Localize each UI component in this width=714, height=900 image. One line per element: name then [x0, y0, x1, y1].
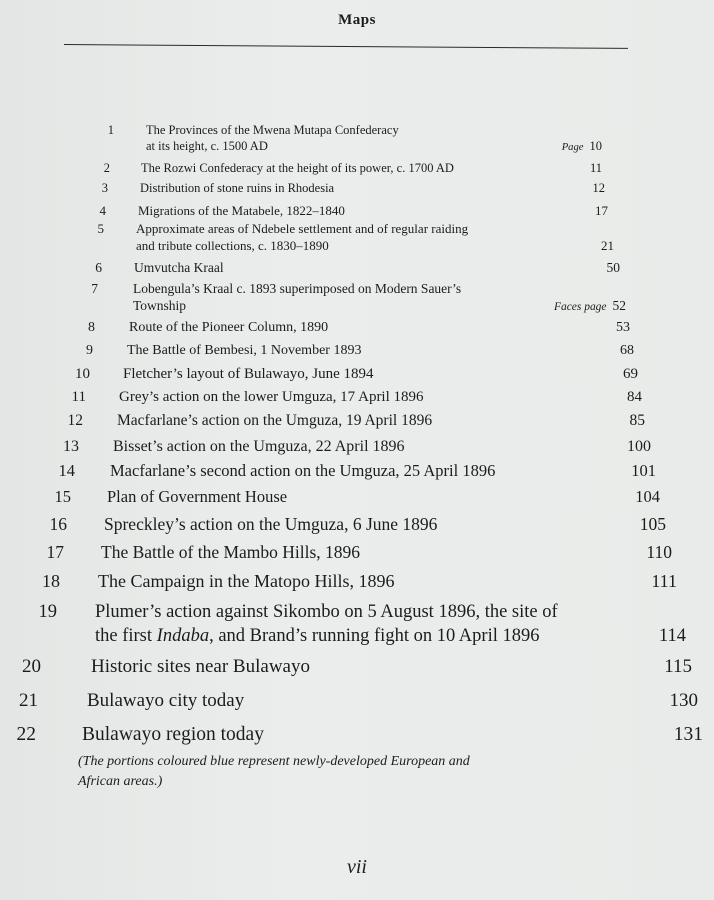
map-page-number: [627, 437, 651, 456]
map-page-number: [646, 542, 672, 563]
page-value: 130: [669, 690, 698, 711]
map-number: 20: [22, 656, 41, 677]
map-title-line: Grey’s action on the lower Umguza, 17 April 1896: [119, 389, 424, 405]
map-title-line: Approximate areas of Ndebele settlement and of regular raiding: [136, 221, 469, 236]
map-number: 16: [49, 514, 67, 534]
map-page-number: [664, 655, 692, 679]
map-number: 4: [99, 203, 106, 218]
map-number: 7: [91, 281, 98, 296]
map-number: 12: [67, 412, 83, 429]
map-page-number: [595, 202, 608, 219]
map-number: 15: [54, 487, 71, 506]
map-number: 8: [88, 320, 95, 335]
map-number: 14: [58, 461, 75, 480]
map-page-number: [635, 487, 660, 507]
map-number: 6: [95, 260, 102, 275]
map-number: 13: [63, 438, 79, 455]
map-title-line: The Provinces of the Mwena Mutapa Confederacy: [146, 123, 399, 137]
map-title-line: Plan of Government House: [107, 487, 288, 506]
map-page-number: [616, 319, 630, 337]
map-title-line: Migrations of the Matabele, 1822–1840: [138, 203, 345, 218]
map-page-number: [630, 411, 646, 430]
page-value: 110: [646, 542, 672, 562]
map-title-line: Fletcher’s layout of Bulawayo, June 1894: [123, 366, 374, 382]
map-page-number: [631, 461, 656, 481]
page-value: 21: [601, 238, 614, 253]
map-title-line: Historic sites near Bulawayo: [91, 656, 310, 677]
page-prefix: Faces page: [553, 301, 607, 313]
page-value: 84: [627, 389, 642, 405]
map-title-line: The Battle of Bembesi, 1 November 1893: [127, 343, 362, 358]
map-title-line: Spreckley’s action on the Umguza, 6 June 1896: [104, 514, 438, 534]
map-page-number: [674, 723, 703, 747]
page-value: 101: [631, 461, 656, 480]
map-title-line: Bisset’s action on the Umguza, 22 April 1896: [113, 438, 405, 455]
page-value: 105: [639, 514, 666, 534]
map-page-number: [593, 180, 606, 196]
colour-note-line: African areas.): [78, 774, 163, 789]
page-value: 17: [595, 203, 608, 218]
map-number: 22: [16, 724, 36, 745]
page-value: 11: [589, 161, 602, 175]
map-title-line: Lobengula’s Kraal c. 1893 superimposed on Modern Sauer’s: [133, 281, 462, 296]
map-number: 3: [101, 181, 108, 195]
page-heading: Maps: [338, 12, 376, 28]
map-number: 11: [71, 389, 86, 405]
map-page-number: [620, 342, 634, 360]
page-value: 12: [592, 181, 605, 195]
map-title-line: at its height, c. 1500 AD: [146, 139, 268, 153]
map-title-line: the first Indaba, and Brand’s running fight on 10 April 1896: [95, 626, 540, 646]
map-page-number: [670, 689, 699, 713]
map-page-number: [640, 514, 666, 535]
map-number: 21: [19, 690, 38, 711]
page-value: 53: [616, 320, 630, 335]
map-title-line: Bulawayo region today: [82, 724, 264, 745]
map-title-line: Bulawayo city today: [87, 690, 245, 711]
page-value: 52: [612, 298, 626, 313]
map-page-number: [627, 388, 642, 406]
page-value: 10: [589, 139, 602, 153]
map-title-line: The Campaign in the Matopo Hills, 1896: [98, 571, 395, 591]
map-page-number: [554, 297, 626, 316]
map-number: 5: [97, 221, 104, 236]
map-page-number: [623, 365, 638, 383]
map-number: 10: [75, 366, 90, 382]
page-value: 68: [620, 343, 634, 358]
map-number: 9: [86, 343, 93, 358]
map-page-number: [590, 160, 602, 176]
page-value: 115: [664, 656, 692, 677]
map-page-number: [562, 138, 602, 156]
map-title-line: The Battle of the Mambo Hills, 1896: [101, 542, 361, 562]
map-number: 17: [46, 542, 64, 562]
page-folio: vii: [347, 856, 367, 878]
page-prefix: Page: [561, 142, 584, 153]
map-number: 18: [42, 571, 60, 591]
page-value: 85: [629, 412, 645, 429]
colour-note: [78, 752, 638, 792]
page-value: 104: [635, 487, 660, 506]
map-title-line: Umvutcha Kraal: [134, 260, 224, 275]
page-value: 50: [606, 260, 620, 275]
page-value: 114: [658, 626, 686, 646]
map-page-number: [659, 624, 686, 648]
map-title-line: Plumer’s action against Sikombo on 5 August 1896, the site of: [95, 602, 558, 622]
map-title-line: The Rozwi Confederacy at the height of its power, c. 1700 AD: [141, 161, 454, 175]
map-title-line: Macfarlane’s action on the Umguza, 19 April 1896: [117, 412, 433, 429]
map-title-line: Distribution of stone ruins in Rhodesia: [140, 181, 335, 195]
page-value: 131: [673, 724, 703, 745]
page-value: 111: [651, 571, 677, 591]
map-title-line: Macfarlane’s second action on the Umguza, 25 April 1896: [110, 461, 496, 480]
map-page-number: [651, 570, 677, 592]
colour-note-line: (The portions coloured blue represent newly-developed European and: [78, 754, 470, 769]
map-number: 2: [103, 161, 110, 175]
heading-rule: [64, 44, 628, 49]
map-title-line: Township: [133, 298, 187, 313]
map-title-line: Route of the Pioneer Column, 1890: [129, 320, 329, 335]
map-number: 19: [38, 602, 57, 622]
map-number: 1: [107, 123, 114, 137]
map-page-number: [601, 237, 614, 254]
page-value: 100: [627, 438, 651, 455]
page-value: 69: [623, 366, 638, 382]
map-title-line: and tribute collections, c. 1830–1890: [136, 238, 329, 253]
map-page-number: [607, 259, 621, 276]
